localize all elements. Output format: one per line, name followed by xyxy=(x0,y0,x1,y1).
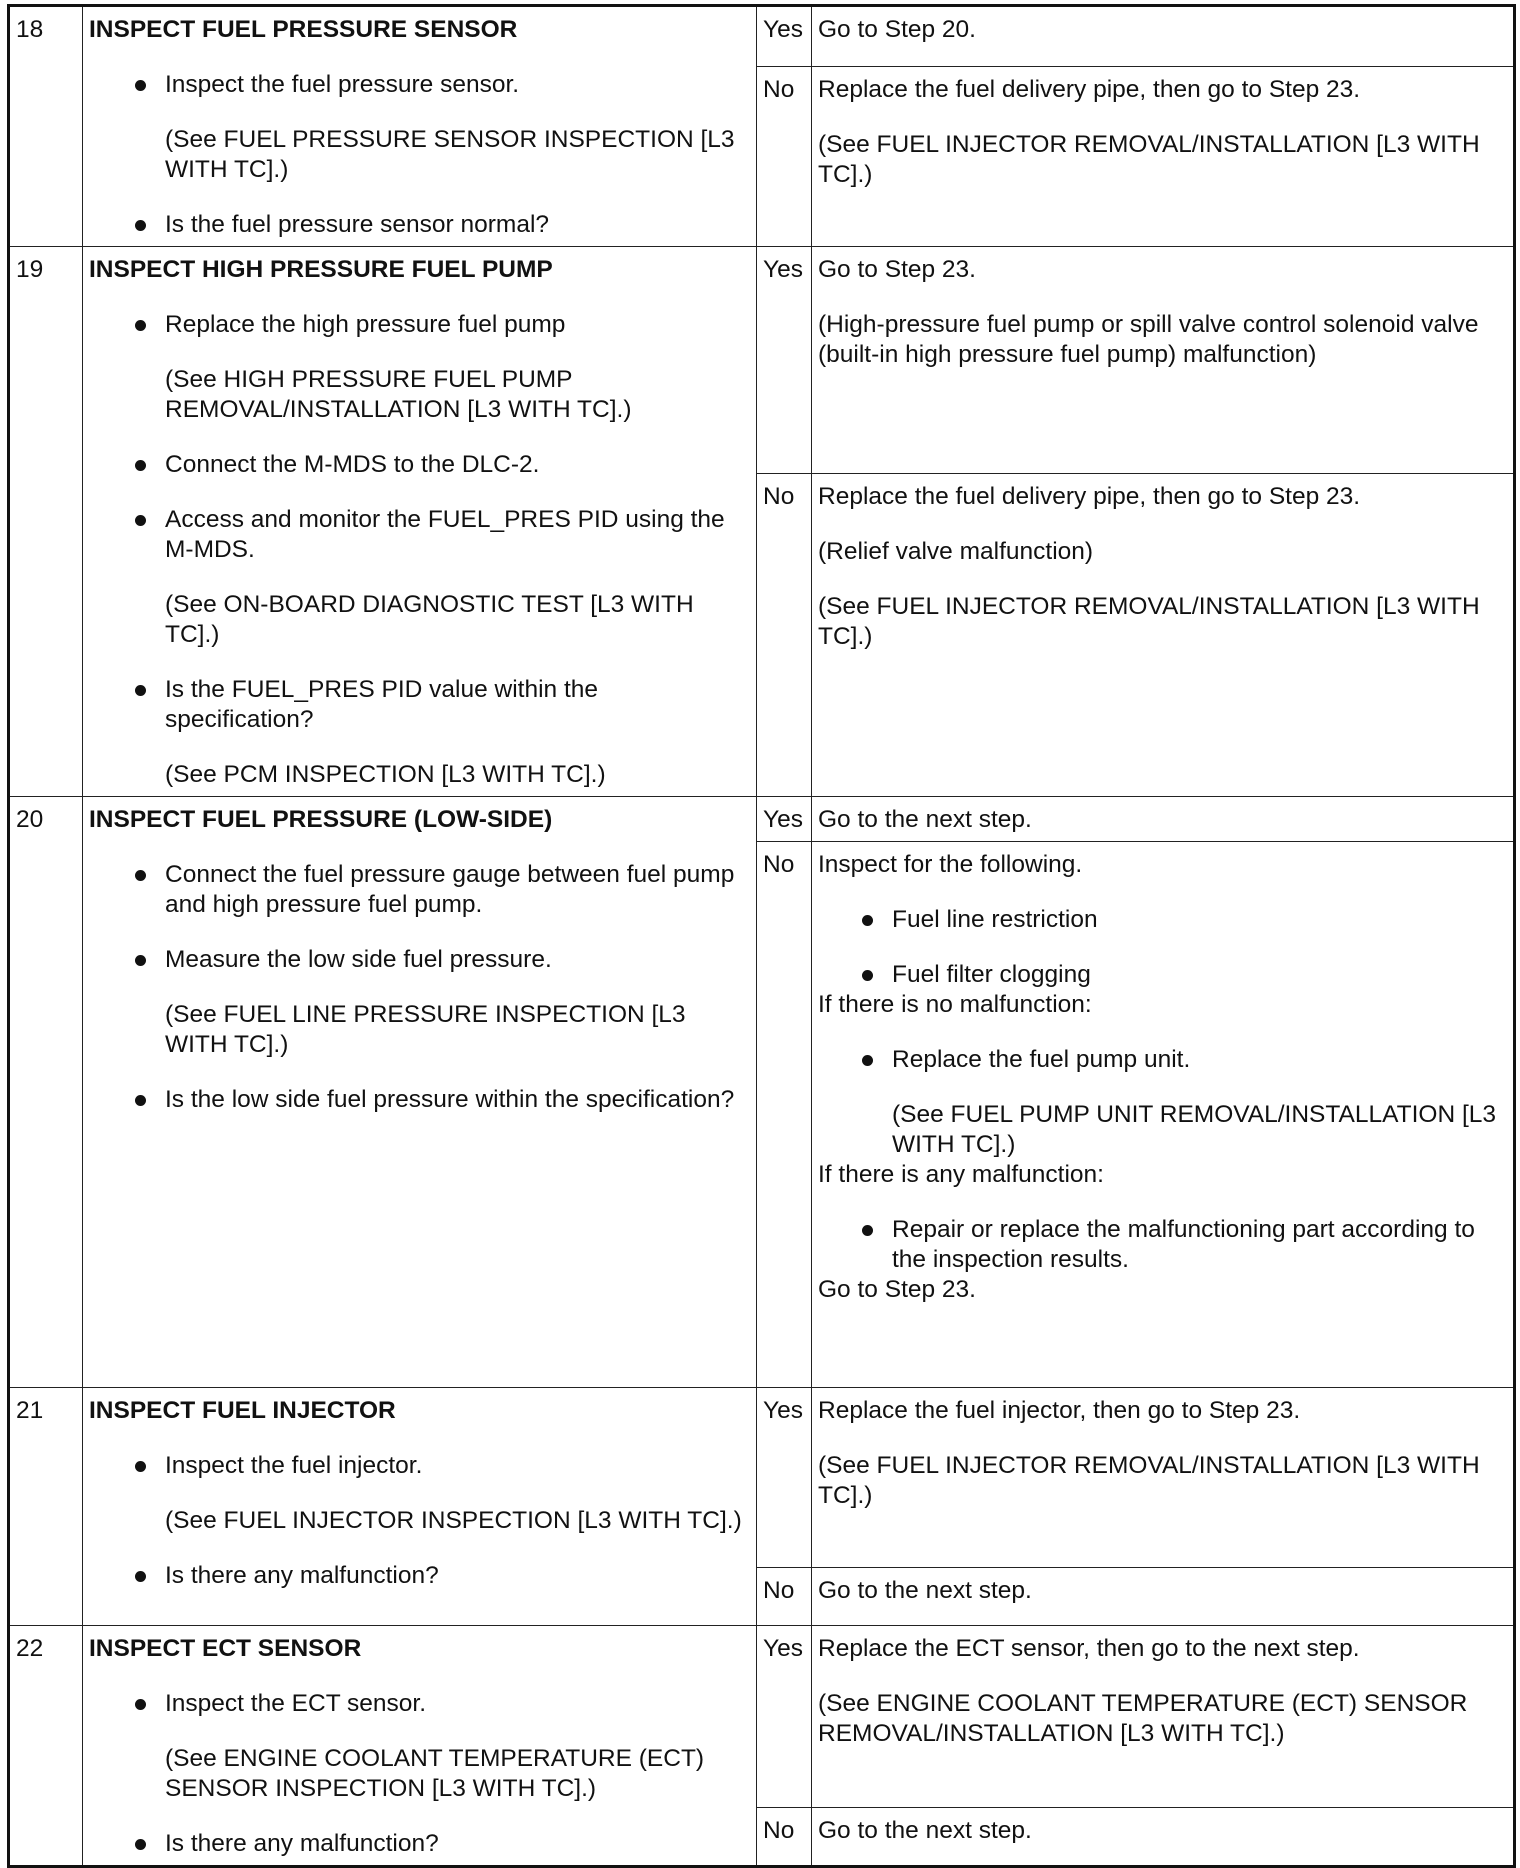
reference-text: (See FUEL INJECTOR INSPECTION [L3 WITH TC].) xyxy=(165,1507,742,1534)
reference-text: (See ENGINE COOLANT TEMPERATURE (ECT) SENSOR REMOVAL/INSTALLATION [L3 WITH TC].) xyxy=(818,1690,1468,1747)
step-title: INSPECT HIGH PRESSURE FUEL PUMP xyxy=(89,256,553,283)
yes-label: Yes xyxy=(757,1626,812,1808)
yes-label: Yes xyxy=(757,797,812,842)
reference-text: (See FUEL LINE PRESSURE INSPECTION [L3 WITH TC].) xyxy=(165,1001,686,1058)
step-number: 20 xyxy=(9,797,83,1388)
step-row-19-yes xyxy=(9,247,1515,474)
yes-label: Yes xyxy=(757,6,812,67)
reference-text: (See FUEL PRESSURE SENSOR INSPECTION [L3 WITH TC].) xyxy=(165,126,735,183)
action-bullet: Inspect the fuel pressure sensor. (See FUEL PRESSURE SENSOR INSPECTION [L3 WITH TC].) xyxy=(89,70,750,185)
step-title: INSPECT FUEL INJECTOR xyxy=(89,1397,396,1424)
reference-text: (See FUEL INJECTOR REMOVAL/INSTALLATION [L3 WITH TC].) xyxy=(818,131,1480,189)
action-bullet: Connect the M-MDS to the DLC-2. xyxy=(89,450,750,480)
action-bullet: Measure the low side fuel pressure. (See FUEL LINE PRESSURE INSPECTION [L3 WITH TC].) xyxy=(89,945,750,1060)
reference-text: (See FUEL INJECTOR REMOVAL/INSTALLATION [L3 WITH TC].) xyxy=(818,592,1480,650)
action-bullet: Replace the high pressure fuel pump (See HIGH PRESSURE FUEL PUMP REMOVAL/INSTALLATION [L3 WITH TC].) xyxy=(89,310,750,425)
step-action-cell xyxy=(83,1626,757,1867)
action-bullet: Connect the fuel pressure gauge between fuel pump and high pressure fuel pump. xyxy=(89,860,750,920)
action-bullet: Is there any malfunction? xyxy=(89,1829,750,1859)
step-row-21-yes xyxy=(9,1388,1515,1568)
no-label: No xyxy=(757,67,812,247)
no-result: Replace the fuel delivery pipe, then go to Step 23. (Relief valve malfunction) (See FUEL INJECTOR REMOVAL/INSTALLATION [L3 WITH TC].) xyxy=(812,473,1515,796)
yes-result: Go to Step 20. xyxy=(812,6,1515,67)
reference-text: (See FUEL PUMP UNIT REMOVAL/INSTALLATION [L3 WITH TC].) xyxy=(892,1101,1497,1158)
check-item: Fuel filter clogging xyxy=(818,960,1507,990)
step-number: 19 xyxy=(9,247,83,797)
no-result: Inspect for the following. Fuel line restriction Fuel filter clogging If there is no malfunction: Replace the fuel pump unit. (See FUEL PUMP UNIT REMOVAL/INSTALLATION [L3 WITH TC].) If there is any malfunction: Repair or replace the malfunctioning part according to the inspection results. Go to Step 23. xyxy=(812,842,1515,1388)
step-action-cell xyxy=(83,1388,757,1626)
yes-label: Yes xyxy=(757,1388,812,1568)
step-row-22-yes xyxy=(9,1626,1515,1808)
step-title: INSPECT FUEL PRESSURE SENSOR xyxy=(89,16,518,43)
diagnostic-procedure-table xyxy=(7,4,1516,1868)
step-number: 21 xyxy=(9,1388,83,1626)
action-bullet: Replace the fuel pump unit. (See FUEL PUMP UNIT REMOVAL/INSTALLATION [L3 WITH TC].) xyxy=(818,1045,1507,1160)
reference-text: (See HIGH PRESSURE FUEL PUMP REMOVAL/INSTALLATION [L3 WITH TC].) xyxy=(165,366,632,423)
action-bullet: Inspect the ECT sensor. (See ENGINE COOLANT TEMPERATURE (ECT) SENSOR INSPECTION [L3 WITH TC].) xyxy=(89,1689,750,1804)
action-bullet: Is the fuel pressure sensor normal? xyxy=(89,210,750,240)
yes-label: Yes xyxy=(757,247,812,474)
step-action-cell xyxy=(83,797,757,1388)
no-result: Go to the next step. xyxy=(812,1808,1515,1867)
no-label: No xyxy=(757,473,812,796)
action-bullet: Access and monitor the FUEL_PRES PID using the M-MDS. (See ON-BOARD DIAGNOSTIC TEST [L3 WITH TC].) xyxy=(89,505,750,650)
action-bullet: Is there any malfunction? xyxy=(89,1561,750,1591)
no-result: Replace the fuel delivery pipe, then go to Step 23. (See FUEL INJECTOR REMOVAL/INSTALLATION [L3 WITH TC].) xyxy=(812,67,1515,247)
action-bullet: Is the low side fuel pressure within the specification? xyxy=(89,1085,750,1115)
action-bullet: Repair or replace the malfunctioning part according to the inspection results. xyxy=(818,1215,1507,1275)
action-bullet: Is the FUEL_PRES PID value within the specification? (See PCM INSPECTION [L3 WITH TC].) xyxy=(89,675,750,790)
reference-text: (See ON-BOARD DIAGNOSTIC TEST [L3 WITH TC].) xyxy=(165,591,694,648)
no-result: Go to the next step. xyxy=(812,1568,1515,1626)
yes-result: Replace the fuel injector, then go to Step 23. (See FUEL INJECTOR REMOVAL/INSTALLATION [L3 WITH TC].) xyxy=(812,1388,1515,1568)
no-label: No xyxy=(757,1808,812,1867)
step-number: 22 xyxy=(9,1626,83,1867)
yes-result: Replace the ECT sensor, then go to the next step. (See ENGINE COOLANT TEMPERATURE (ECT) SENSOR REMOVAL/INSTALLATION [L3 WITH TC].) xyxy=(812,1626,1515,1808)
no-label: No xyxy=(757,1568,812,1626)
step-action-cell xyxy=(83,247,757,797)
yes-result: Go to the next step. xyxy=(812,797,1515,842)
reference-text: (See ENGINE COOLANT TEMPERATURE (ECT) SENSOR INSPECTION [L3 WITH TC].) xyxy=(165,1745,705,1802)
step-title: INSPECT FUEL PRESSURE (LOW-SIDE) xyxy=(89,806,553,833)
step-row-20-yes xyxy=(9,797,1515,842)
step-row-18-yes xyxy=(9,6,1515,67)
step-action-cell xyxy=(83,6,757,247)
step-title: INSPECT ECT SENSOR xyxy=(89,1635,362,1662)
no-label: No xyxy=(757,842,812,1388)
step-number: 18 xyxy=(9,6,83,247)
reference-text: (See FUEL INJECTOR REMOVAL/INSTALLATION [L3 WITH TC].) xyxy=(818,1452,1480,1509)
check-item: Fuel line restriction xyxy=(818,905,1507,935)
yes-result: Go to Step 23. (High-pressure fuel pump or spill valve control solenoid valve (built-in high pressure fuel pump) malfunction) xyxy=(812,247,1515,474)
reference-text: (See PCM INSPECTION [L3 WITH TC].) xyxy=(165,761,606,788)
action-bullet: Inspect the fuel injector. (See FUEL INJECTOR INSPECTION [L3 WITH TC].) xyxy=(89,1451,750,1536)
